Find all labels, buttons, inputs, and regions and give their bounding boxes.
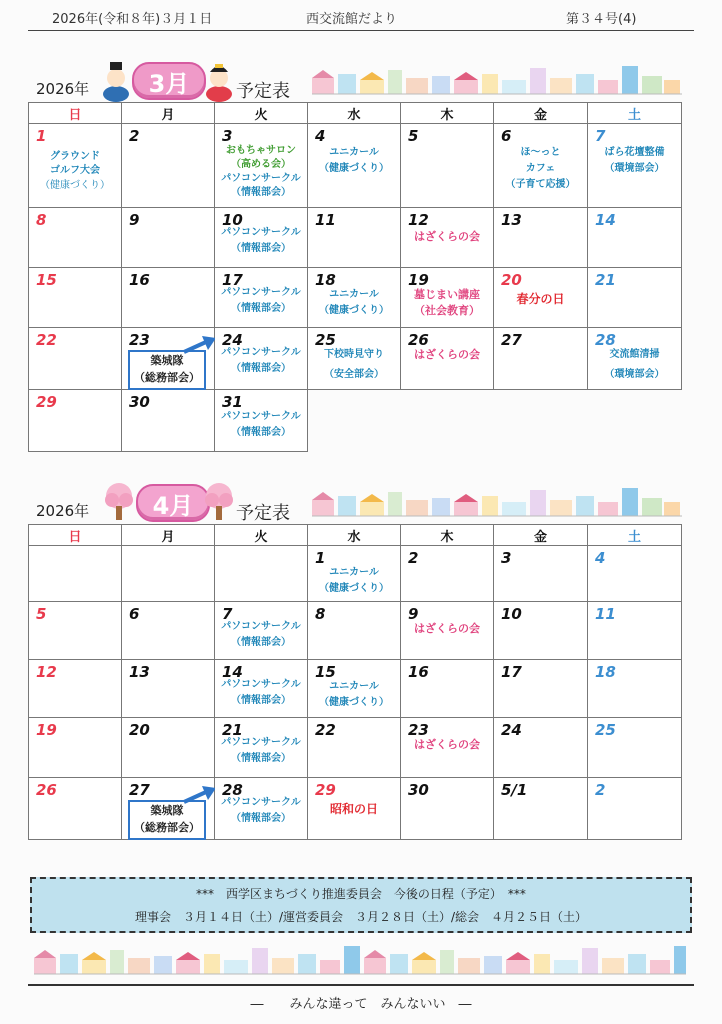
day-cell: [215, 208, 308, 268]
day-cell: [401, 546, 494, 602]
arrow-icon: [182, 336, 216, 356]
event-text: 築城隊: [150, 354, 184, 367]
event-text: はざくらの会: [414, 738, 480, 751]
event-box: [128, 350, 206, 390]
weekday-mon: 月: [122, 525, 215, 546]
day-number: 1: [36, 127, 47, 145]
event-dept: （安全部会）: [324, 369, 384, 380]
day-cell: [494, 718, 588, 778]
event-dept: （健康づくり）: [319, 163, 389, 174]
event-text: ユニカール: [329, 681, 379, 692]
day-number: 27: [501, 331, 522, 349]
event-text: グラウンド: [50, 151, 100, 162]
march-year: 2026年: [36, 80, 90, 98]
weekday-sat: 土: [588, 103, 682, 124]
day-number: 9: [129, 211, 140, 229]
day-number: 25: [595, 721, 616, 739]
day-cell: [494, 546, 588, 602]
day-number: 2: [408, 549, 419, 567]
day-number: 19: [36, 721, 57, 739]
day-cell: [122, 660, 215, 718]
event-text: ユニカール: [329, 147, 379, 158]
townscape-icon: [34, 940, 686, 976]
day-cell: [401, 124, 494, 208]
day-number: 9: [408, 605, 419, 623]
day-cell: [401, 660, 494, 718]
day-cell: [29, 778, 122, 840]
day-number: 13: [129, 663, 150, 681]
april-badge: 4月: [136, 484, 210, 522]
day-cell: [29, 328, 122, 390]
townscape-icon: [312, 60, 682, 96]
weekday-wed: 水: [308, 525, 401, 546]
weekday-sun: 日: [29, 103, 122, 124]
weekday-thu: 木: [401, 103, 494, 124]
weekday-mon: 月: [122, 103, 215, 124]
event-dept: （情報部会）: [231, 187, 291, 198]
day-cell: [215, 268, 308, 328]
issue-date: 2026年(令和８年)３月１日: [52, 12, 213, 27]
april-calendar: [28, 524, 682, 840]
day-cell: [494, 208, 588, 268]
day-cell: [29, 546, 122, 602]
day-number: 21: [222, 721, 243, 739]
day-number: 7: [222, 605, 233, 623]
day-cell: [588, 124, 682, 208]
day-cell: [401, 328, 494, 390]
day-number: 15: [315, 663, 336, 681]
cherry-tree-icon: [104, 480, 134, 522]
weekday-fri: 金: [494, 525, 588, 546]
notice-dates: 理事会 ３月１４日（土）/運営委員会 ３月２８日（土）/総会 ４月２５日（土）: [134, 910, 588, 924]
day-number: 28: [595, 331, 616, 349]
day-cell: [494, 268, 588, 328]
day-cell: [588, 602, 682, 660]
april-year: 2026年: [36, 502, 90, 520]
day-cell: [588, 546, 682, 602]
event-dept: （環境部会）: [604, 369, 665, 380]
event-text: パソコンサークル: [221, 737, 301, 748]
day-cell: [401, 208, 494, 268]
event-text: パソコンサークル: [221, 797, 301, 808]
arrow-icon: [182, 786, 216, 806]
day-cell: [401, 718, 494, 778]
event-dept: （情報部会）: [231, 753, 291, 764]
event-dept: （高める会）: [231, 159, 291, 170]
day-cell: [215, 718, 308, 778]
day-number: 17: [501, 663, 522, 681]
day-number: 7: [595, 127, 606, 145]
footer-rule: [28, 984, 694, 986]
day-number: 20: [129, 721, 150, 739]
event-text: ばら花壇整備: [604, 147, 665, 158]
day-number: 27: [129, 781, 150, 799]
day-number: 23: [408, 721, 429, 739]
day-number: 16: [129, 271, 150, 289]
day-cell: [494, 124, 588, 208]
townscape-icon: [312, 482, 682, 518]
day-number: 12: [36, 663, 57, 681]
event-dept: （総務部会）: [134, 371, 200, 384]
event-dept: （情報部会）: [231, 303, 291, 314]
day-cell: [308, 718, 401, 778]
weekday-fri: 金: [494, 103, 588, 124]
day-number: 3: [501, 549, 512, 567]
day-number: 14: [595, 211, 616, 229]
day-number: 6: [129, 605, 140, 623]
notice-heading: *** 西学区まちづくり推進委員会 今後の日程（予定） ***: [196, 887, 526, 901]
day-cell: [494, 328, 588, 390]
day-cell: [29, 660, 122, 718]
day-number: 30: [408, 781, 429, 799]
day-number: 29: [36, 393, 57, 411]
day-number: 10: [501, 605, 522, 623]
day-cell: [122, 208, 215, 268]
event-text: ユニカール: [329, 567, 379, 578]
day-number: 25: [315, 331, 336, 349]
day-cell: [122, 718, 215, 778]
day-cell: [122, 602, 215, 660]
event-text: 墓じまい講座: [414, 288, 480, 301]
day-cell: [494, 602, 588, 660]
day-number: 5: [36, 605, 47, 623]
march-calendar: [28, 102, 682, 452]
event-text: ゴルフ大会: [50, 165, 100, 176]
day-cell: [588, 778, 682, 840]
event-text: 交流館清掃: [609, 349, 660, 360]
day-cell: [308, 778, 401, 840]
newsletter-title: 西交流館だより: [306, 12, 398, 27]
day-cell: [401, 602, 494, 660]
day-cell: [122, 390, 215, 452]
day-cell: [122, 328, 215, 390]
event-dept: （子育て応援）: [505, 179, 576, 190]
event-dept: （情報部会）: [231, 363, 291, 374]
day-cell: [588, 268, 682, 328]
weekday-sun: 日: [29, 525, 122, 546]
day-number: 17: [222, 271, 243, 289]
day-number: 14: [222, 663, 243, 681]
weekday-tue: 火: [215, 525, 308, 546]
day-number: 20: [501, 271, 522, 289]
day-cell: [308, 208, 401, 268]
holiday-name: 昭和の日: [329, 802, 378, 816]
day-cell: [29, 268, 122, 328]
cherry-tree-icon: [204, 480, 234, 522]
march-schedule-label: 予定表: [236, 81, 290, 102]
day-number: 24: [222, 331, 243, 349]
event-text: 築城隊: [150, 804, 184, 817]
day-cell: [29, 208, 122, 268]
event-text: ユニカール: [329, 289, 379, 300]
event-dept: （健康づくり）: [319, 305, 389, 316]
march-badge: 3月: [132, 62, 206, 100]
event-text: パソコンサークル: [221, 621, 301, 632]
day-number: 31: [222, 393, 243, 411]
day-number: 26: [36, 781, 57, 799]
day-cell: [308, 602, 401, 660]
event-dept: （情報部会）: [231, 695, 291, 706]
day-number: 3: [222, 127, 233, 145]
day-number: 22: [36, 331, 57, 349]
event-text: パソコンサークル: [221, 347, 301, 358]
event-dept: （情報部会）: [231, 637, 291, 648]
event-text: パソコンサークル: [221, 227, 301, 238]
day-number: 28: [222, 781, 243, 799]
day-cell: [122, 268, 215, 328]
day-cell: [308, 660, 401, 718]
day-number: 26: [408, 331, 429, 349]
issue-number: 第３４号(4): [566, 12, 637, 27]
day-number: 11: [315, 211, 336, 229]
day-number: 5: [408, 127, 419, 145]
day-cell: [588, 328, 682, 390]
event-text: 下校時見守り: [324, 349, 384, 360]
day-cell: [29, 390, 122, 452]
hina-doll-icon: [204, 58, 234, 102]
event-text: パソコンサークル: [221, 679, 301, 690]
day-number: 16: [408, 663, 429, 681]
event-dept: （健康づくり）: [319, 697, 389, 708]
day-number: 18: [595, 663, 616, 681]
event-box: [128, 800, 206, 840]
event-text: カフェ: [525, 163, 556, 174]
day-cell: [122, 546, 215, 602]
day-cell: [215, 546, 308, 602]
day-cell: [215, 328, 308, 390]
day-cell: [29, 124, 122, 208]
hina-doll-icon: [100, 58, 132, 102]
day-number: 10: [222, 211, 243, 229]
event-dept: （健康づくり）: [40, 180, 110, 191]
day-number: 12: [408, 211, 429, 229]
day-cell: [308, 328, 401, 390]
event-dept: （健康づくり）: [319, 583, 389, 594]
day-cell: [215, 778, 308, 840]
day-cell: [215, 602, 308, 660]
day-cell: [215, 390, 308, 452]
day-number: 5/1: [501, 781, 528, 799]
event-dept: （総務部会）: [134, 821, 200, 834]
day-number: 19: [408, 271, 429, 289]
day-cell: [401, 778, 494, 840]
day-cell: [308, 546, 401, 602]
event-text: パソコンサークル: [221, 287, 301, 298]
day-number: 1: [315, 549, 326, 567]
day-number: 29: [315, 781, 336, 799]
day-number: 2: [595, 781, 606, 799]
weekday-wed: 水: [308, 103, 401, 124]
day-cell: [29, 718, 122, 778]
day-cell: [29, 602, 122, 660]
event-text: ほ～っと: [520, 147, 561, 158]
event-dept: （環境部会）: [604, 163, 665, 174]
day-number: 11: [595, 605, 616, 623]
committee-schedule-notice: [30, 877, 692, 933]
footer-motto: ― みんな違って みんないい ―: [250, 997, 472, 1012]
day-number: 30: [129, 393, 150, 411]
day-cell: [215, 660, 308, 718]
weekday-thu: 木: [401, 525, 494, 546]
event-text: パソコンサークル: [221, 173, 301, 184]
day-cell: [215, 124, 308, 208]
day-number: 21: [595, 271, 616, 289]
day-cell: [494, 660, 588, 718]
event-dept: （社会教育）: [414, 304, 480, 317]
day-cell: [588, 660, 682, 718]
holiday-name: 春分の日: [516, 292, 565, 306]
day-number: 8: [36, 211, 47, 229]
event-dept: （情報部会）: [231, 243, 291, 254]
day-number: 13: [501, 211, 522, 229]
day-number: 4: [595, 549, 606, 567]
day-number: 2: [129, 127, 140, 145]
day-cell: [122, 778, 215, 840]
day-cell: [588, 208, 682, 268]
day-number: 8: [315, 605, 326, 623]
event-dept: （情報部会）: [231, 427, 291, 438]
day-cell: [308, 124, 401, 208]
day-cell: [494, 778, 588, 840]
header-rule: [28, 30, 694, 31]
weekday-tue: 火: [215, 103, 308, 124]
day-number: 6: [501, 127, 512, 145]
event-dept: （情報部会）: [231, 813, 291, 824]
day-cell: [401, 268, 494, 328]
event-text: はざくらの会: [414, 622, 480, 635]
day-cell: [122, 124, 215, 208]
april-schedule-label: 予定表: [236, 503, 290, 524]
day-number: 23: [129, 331, 150, 349]
event-text: はざくらの会: [414, 348, 480, 361]
day-cell: [588, 718, 682, 778]
event-text: はざくらの会: [414, 230, 480, 243]
day-cell: [308, 268, 401, 328]
day-number: 18: [315, 271, 336, 289]
day-number: 22: [315, 721, 336, 739]
day-number: 24: [501, 721, 522, 739]
event-text: おもちゃサロン: [226, 145, 296, 156]
day-number: 4: [315, 127, 326, 145]
weekday-sat: 土: [588, 525, 682, 546]
day-number: 15: [36, 271, 57, 289]
event-text: パソコンサークル: [221, 411, 301, 422]
